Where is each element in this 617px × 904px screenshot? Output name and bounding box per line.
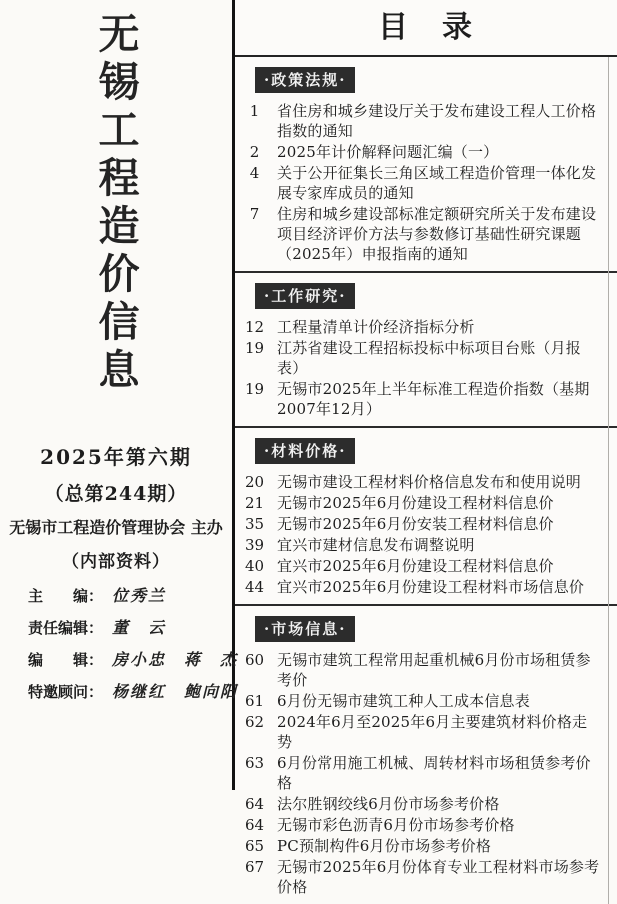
toc-item-page: 20: [244, 473, 265, 491]
toc-item: [241, 794, 601, 814]
toc-item-page: 1: [249, 102, 260, 120]
staff-value: 房小忠 蒋 杰: [112, 650, 239, 669]
staff-row: [28, 679, 238, 702]
toc-item-title: 6月份常用施工机械、周转材料市场租赁参考价格: [277, 754, 591, 792]
toc-item: [241, 514, 601, 534]
toc-item-title: 无锡市建设工程材料价格信息发布和使用说明: [277, 473, 582, 491]
cover-panel: [0, 0, 239, 790]
toc-item: [241, 691, 601, 711]
toc-section: [235, 57, 617, 271]
staff-value: 董 云: [112, 618, 167, 637]
section-items: [235, 472, 617, 597]
toc-item-title: 无锡市2025年6月份建设工程材料信息价: [277, 494, 554, 512]
staff-row: [28, 615, 238, 638]
toc-item: [241, 556, 601, 576]
toc-sections: [235, 57, 617, 904]
toc-item-page: 61: [244, 692, 265, 710]
toc-item-title: 无锡市建筑工程常用起重机械6月份市场租赁参考价: [277, 651, 591, 689]
section-label: ·材料价格·: [255, 438, 355, 464]
toc-item-title: 法尔胜钢绞线6月份市场参考价格: [277, 795, 500, 813]
toc-item-page: 4: [249, 164, 260, 182]
toc-title: 目 录: [378, 9, 474, 45]
toc-item: [241, 163, 601, 203]
staff-label: 特邀顾问：: [28, 683, 104, 701]
toc-item-page: 19: [244, 380, 265, 398]
toc-item-title: 住房和城乡建设部标准定额研究所关于发布建设项目经济评价方法与参数修订基础性研究课题（2025年）申报指南的通知: [277, 205, 597, 263]
toc-item: [241, 815, 601, 835]
toc-item-page: 64: [244, 816, 265, 834]
toc-item: [241, 577, 601, 597]
toc-item-page: 19: [244, 339, 265, 357]
staff-row: [28, 583, 238, 606]
toc-item-page: 21: [244, 494, 265, 512]
staff-label: 责任编辑：: [28, 619, 104, 637]
section-items: [235, 650, 617, 897]
issue-total-number: （总第244期）: [44, 483, 188, 505]
toc-item-page: 40: [244, 557, 265, 575]
toc-item-page: 65: [244, 837, 265, 855]
section-items: [235, 317, 617, 419]
toc-item-page: 63: [244, 754, 265, 772]
toc-item-title: PC预制构件6月份市场参考价格: [277, 837, 492, 855]
staff-row: [28, 647, 238, 670]
staff-value: 杨继红 鲍向阳: [112, 682, 239, 701]
toc-item: [241, 712, 601, 752]
toc-item-title: 工程量清单计价经济指标分析: [277, 318, 475, 336]
internal-material-line: （内部资料）: [62, 552, 170, 572]
section-label: ·工作研究·: [255, 283, 355, 309]
toc-item: [241, 338, 601, 378]
section-label: ·市场信息·: [255, 616, 355, 642]
staff-block: [28, 583, 238, 711]
toc-item-title: 2025年计价解释问题汇编（一）: [277, 143, 499, 161]
toc-section: [235, 271, 617, 426]
toc-item: [241, 379, 601, 419]
staff-label: 主 编：: [28, 587, 104, 605]
toc-item: [241, 836, 601, 856]
toc-item-title: 6月份无锡市建筑工种人工成本信息表: [277, 692, 530, 710]
toc-item-page: 64: [244, 795, 265, 813]
staff-label: 编 辑：: [28, 651, 104, 669]
right-edge-rule: [608, 57, 609, 904]
section-label: ·政策法规·: [255, 67, 355, 93]
toc-item-page: 39: [244, 536, 265, 554]
issue-number: 2025年第六期: [40, 445, 192, 469]
toc-section: [235, 426, 617, 604]
toc-item: [241, 101, 601, 141]
publisher-line: 无锡市工程造价管理协会 主办: [9, 518, 223, 537]
toc-item-title: 2024年6月至2025年6月主要建筑材料价格走势: [277, 713, 588, 751]
toc-item-title: 无锡市彩色沥青6月份市场参考价格: [277, 816, 515, 834]
toc-item-page: 67: [244, 858, 265, 876]
toc-item-page: 7: [249, 205, 260, 223]
toc-item: [241, 857, 601, 897]
toc-item-title: 关于公开征集长三角区域工程造价管理一体化发展专家库成员的通知: [277, 164, 597, 202]
toc-item-title: 无锡市2025年6月份体育专业工程材料市场参考价格: [277, 858, 600, 896]
toc-section: [235, 604, 617, 904]
toc-item-title: 省住房和城乡建设厅关于发布建设工程人工价格指数的通知: [277, 102, 597, 140]
toc-item: [241, 493, 601, 513]
toc-item-title: 宜兴市2025年6月份建设工程材料市场信息价: [277, 578, 585, 596]
toc-item-page: 12: [244, 318, 265, 336]
toc-item: [241, 204, 601, 264]
toc-item: [241, 142, 601, 162]
issue-block: [0, 441, 232, 581]
toc-item-page: 2: [249, 143, 260, 161]
toc-item-title: 无锡市2025年6月份安装工程材料信息价: [277, 515, 554, 533]
staff-value: 位秀兰: [112, 586, 167, 605]
masthead-vertical-title: 无锡工程造价信息: [91, 12, 140, 396]
toc-item-page: 60: [244, 651, 265, 669]
toc-item-title: 无锡市2025年上半年标准工程造价指数（基期2007年12月）: [277, 380, 590, 418]
toc-item-title: 宜兴市2025年6月份建设工程材料信息价: [277, 557, 554, 575]
section-items: [235, 101, 617, 264]
toc-item-title: 宜兴市建材信息发布调整说明: [277, 536, 475, 554]
toc-item-page: 35: [244, 515, 265, 533]
toc-header: [235, 0, 617, 57]
toc-item-page: 44: [244, 578, 265, 596]
toc-item: [241, 472, 601, 492]
toc-item: [241, 650, 601, 690]
toc-item-title: 江苏省建设工程招标投标中标项目台账（月报表）: [277, 339, 582, 377]
toc-item: [241, 753, 601, 793]
toc-item: [241, 317, 601, 337]
toc-panel: [232, 0, 617, 896]
toc-item: [241, 535, 601, 555]
toc-item-page: 62: [244, 713, 265, 731]
